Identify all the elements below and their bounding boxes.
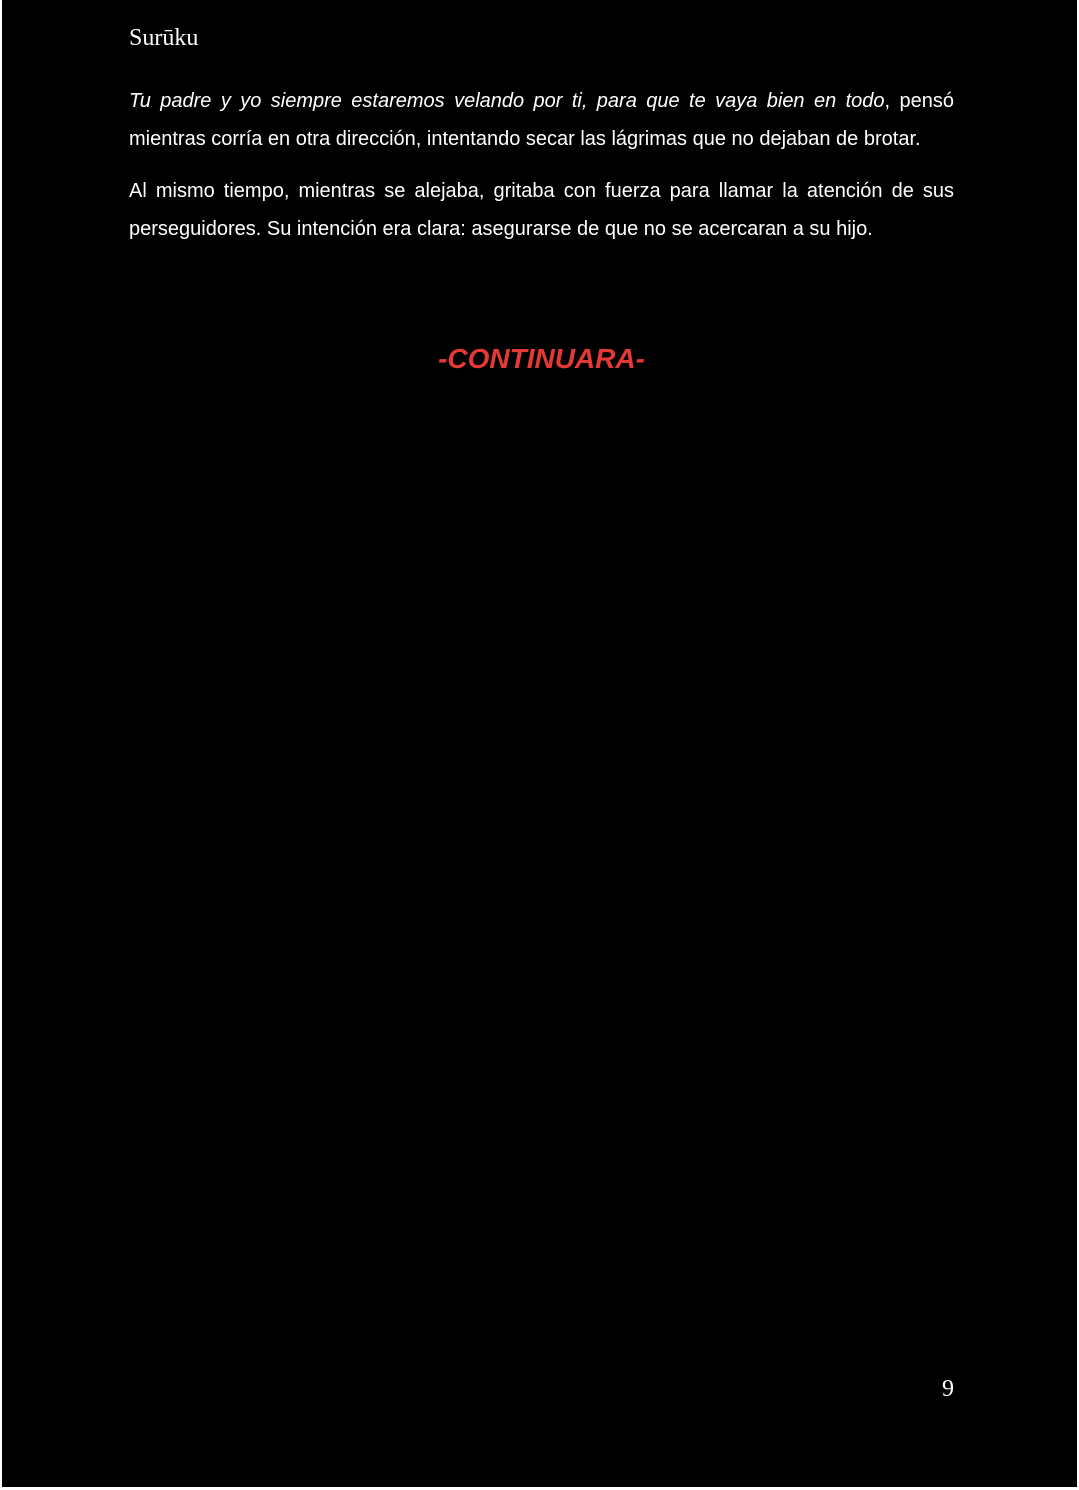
document-page	[2, 0, 1077, 1487]
italic-thought: Tu padre y yo siempre estaremos velando por ti, para que te vaya bien en todo	[129, 90, 885, 112]
paragraph-1-rest: , pensó mientras corría en otra dirección, intentando secar las lágrimas que no dejaban de brotar.	[129, 90, 955, 150]
continuara-label: -CONTINUARA-	[438, 343, 645, 374]
body-text	[129, 82, 954, 262]
running-header: Surūku	[129, 25, 199, 51]
page-number: 9	[942, 1376, 954, 1402]
paragraph-2: Al mismo tiempo, mientras se alejaba, gritaba con fuerza para llamar la atención de sus perseguidores. Su intención era clara: asegurarse de que no se acercaran a su hijo.	[129, 180, 954, 240]
paragraph-1	[129, 82, 954, 158]
